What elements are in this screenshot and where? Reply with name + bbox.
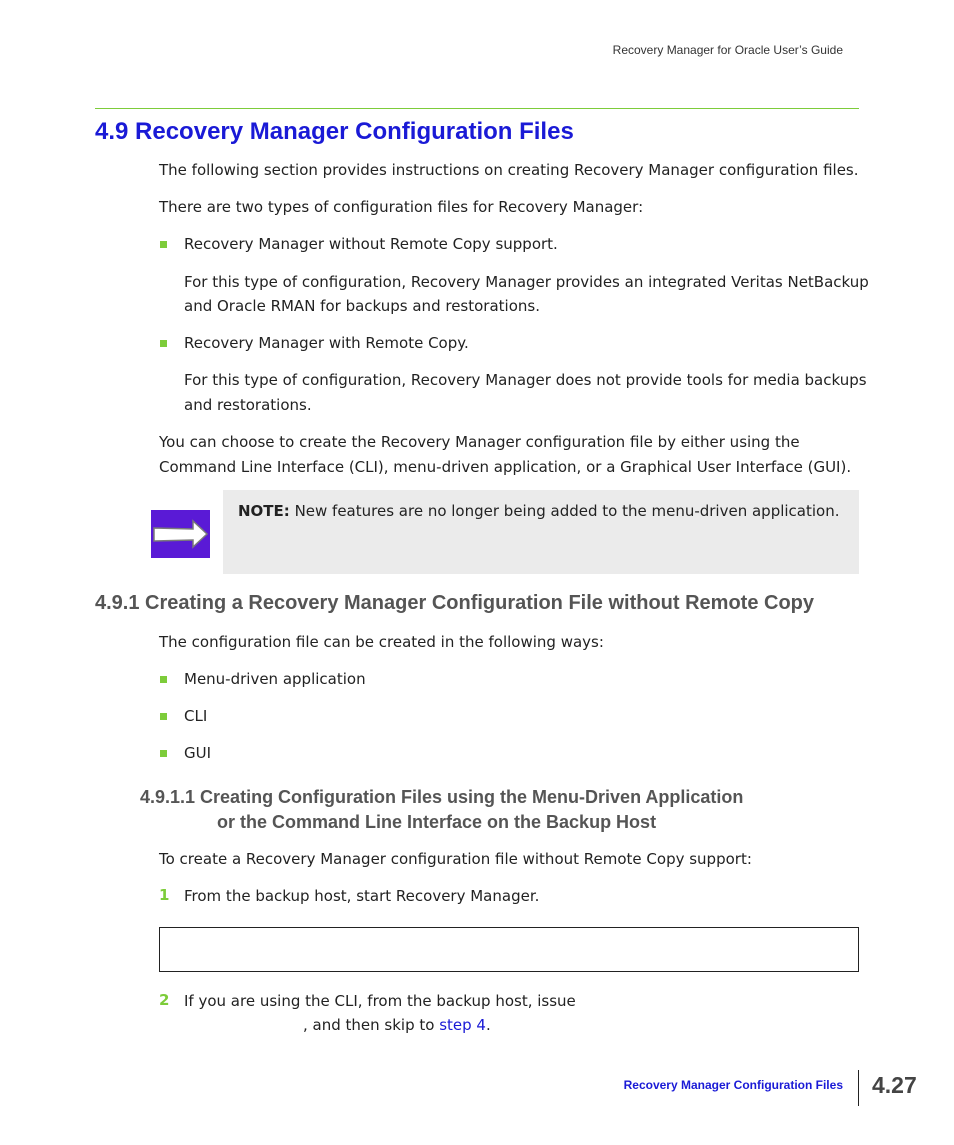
subsubsection-title: 4.9.1.1 Creating Configuration Files using the Menu-Driven Application xyxy=(140,787,744,807)
subsection-title: 4.9.1 Creating a Recovery Manager Configuration File without Remote Copy xyxy=(95,592,815,614)
bullet-icon xyxy=(160,676,167,683)
step-text-pre: , and then skip to xyxy=(303,1016,440,1034)
code-box xyxy=(159,927,859,972)
type-description: For this type of configuration, Recovery Manager does not provide tools for media backups xyxy=(184,371,867,389)
list-item: CLI xyxy=(184,707,208,725)
list-item: GUI xyxy=(184,744,212,762)
section-title: 4.9 Recovery Manager Configuration Files xyxy=(95,118,574,145)
page-number: 4.27 xyxy=(872,1072,917,1098)
bullet-icon xyxy=(160,241,167,248)
subsubsection-title-cont: or the Command Line Interface on the Backup Host xyxy=(217,812,657,832)
list-item: Menu-driven application xyxy=(184,670,366,688)
bullet-icon xyxy=(160,340,167,347)
step-text: If you are using the CLI, from the backup host, issue xyxy=(184,992,576,1010)
type-description: and restorations. xyxy=(184,396,312,414)
type-label: Recovery Manager without Remote Copy support. xyxy=(184,235,558,253)
step-text-cont xyxy=(303,1013,491,1037)
arrow-right-icon xyxy=(151,510,210,558)
step-4-link[interactable]: step 4 xyxy=(439,1016,486,1034)
choose-text: You can choose to create the Recovery Manager configuration file by either using the xyxy=(159,433,800,451)
note-label: NOTE: xyxy=(238,502,290,520)
step-text-post: . xyxy=(485,1016,491,1034)
type-description: For this type of configuration, Recovery Manager provides an integrated Veritas NetBackup xyxy=(184,273,869,291)
subsection-intro: The configuration file can be created in the following ways: xyxy=(159,633,604,651)
type-label: Recovery Manager with Remote Copy. xyxy=(184,334,469,352)
choose-text: Command Line Interface (CLI), menu-driven application, or a Graphical User Interface (GUI). xyxy=(159,458,852,476)
footer-section-title: Recovery Manager Configuration Files xyxy=(623,1078,843,1092)
step-text: From the backup host, start Recovery Manager. xyxy=(184,887,540,905)
type-description: and Oracle RMAN for backups and restorations. xyxy=(184,297,540,315)
footer-rule xyxy=(858,1070,859,1106)
header-rule xyxy=(95,108,859,109)
step-number: 1 xyxy=(159,886,170,904)
types-intro: There are two types of configuration files for Recovery Manager: xyxy=(159,198,644,216)
procedure-intro: To create a Recovery Manager configuration file without Remote Copy support: xyxy=(159,850,752,868)
bullet-icon xyxy=(160,750,167,757)
bullet-icon xyxy=(160,713,167,720)
note-body: New features are no longer being added to the menu-driven application. xyxy=(289,502,840,520)
section-intro: The following section provides instructions on creating Recovery Manager configuration files. xyxy=(159,161,859,179)
step-number: 2 xyxy=(159,991,170,1009)
note-text xyxy=(238,499,840,523)
running-header: Recovery Manager for Oracle User’s Guide xyxy=(612,43,843,57)
